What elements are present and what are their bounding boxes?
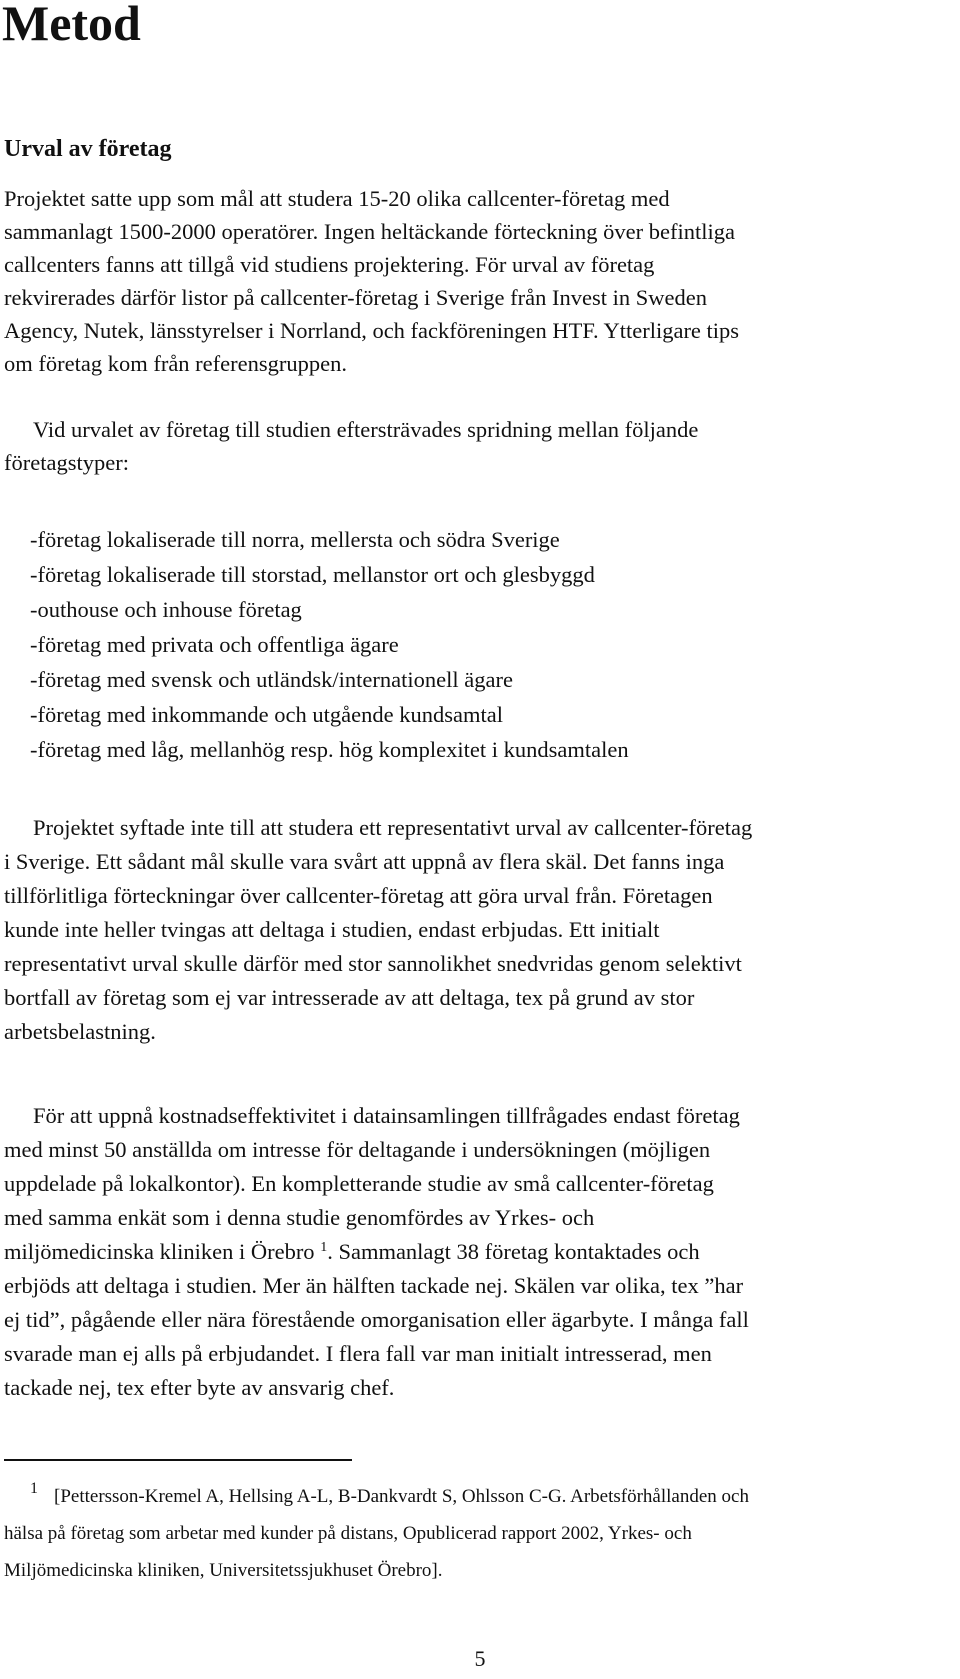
text-line: sammanlagt 1500-2000 operatörer. Ingen heltäckande förteckning över befintliga xyxy=(4,219,735,244)
text-line: tackade nej, tex efter byte av ansvarig chef. xyxy=(4,1375,395,1400)
text-line: med minst 50 anställda om intresse för deltagande i undersökningen (möjligen xyxy=(4,1137,711,1162)
list-item: -företag lokaliserade till storstad, mellanstor ort och glesbyggd xyxy=(30,562,595,587)
text-segment: miljömedicinska kliniken i Örebro xyxy=(4,1239,315,1264)
footnote-line: Miljömedicinska kliniken, Universitetssjukhuset Örebro]. xyxy=(4,1560,443,1581)
text-line: bortfall av företag som ej var intresserade av att deltaga, tex på grund av stor xyxy=(4,985,695,1010)
list-item: -företag med inkommande och utgående kundsamtal xyxy=(30,702,503,727)
footnote-divider xyxy=(4,1459,352,1461)
paragraph-selection-criteria xyxy=(4,413,698,479)
footnote-reference[interactable]: 1 xyxy=(320,1240,328,1255)
text-line: i Sverige. Ett sådant mål skulle vara svårt att uppnå av flera skäl. Det fanns inga xyxy=(4,849,725,874)
text-line: företagstyper: xyxy=(4,450,129,475)
list-item: -företag med låg, mellanhög resp. hög komplexitet i kundsamtalen xyxy=(30,737,629,762)
footnote-line: hälsa på företag som arbetar med kunder på distans, Opublicerad rapport 2002, Yrkes- och xyxy=(4,1523,692,1544)
text-line: erbjöds att deltaga i studien. Mer än hälften tackade nej. Skälen var olika, tex ”har xyxy=(4,1273,744,1298)
page-title: Metod xyxy=(2,0,141,51)
paragraph-project-goal xyxy=(4,182,739,380)
text-line: om företag kom från referensgruppen. xyxy=(4,351,347,376)
list-item: -företag med svensk och utländsk/internationell ägare xyxy=(30,667,513,692)
text-line: uppdelade på lokalkontor). En kompletterande studie av små callcenter-företag xyxy=(4,1171,714,1196)
text-line: Vid urvalet av företag till studien eftersträvades spridning mellan följande xyxy=(33,417,699,442)
text-line: Projektet satte upp som mål att studera 15-20 olika callcenter-företag med xyxy=(4,186,670,211)
footnote-text: [Pettersson-Kremel A, Hellsing A-L, B-Dankvardt S, Ohlsson C-G. Arbetsförhållanden och xyxy=(54,1486,749,1507)
section-heading: Urval av företag xyxy=(4,136,172,162)
text-line: tillförlitliga förteckningar över callcenter-företag att göra urval från. Företagen xyxy=(4,883,713,908)
list-item: -företag lokaliserade till norra, mellersta och södra Sverige xyxy=(30,527,560,552)
footnote-number: 1 xyxy=(30,1480,38,1497)
text-segment: . Sammanlagt 38 företag kontaktades och xyxy=(327,1239,700,1264)
text-line: callcenters fanns att tillgå vid studiens projektering. För urval av företag xyxy=(4,252,655,277)
page-number: 5 xyxy=(474,1646,486,1671)
text-line: arbetsbelastning. xyxy=(4,1019,156,1044)
text-line: Agency, Nutek, länsstyrelser i Norrland, och fackföreningen HTF. Ytterligare tips xyxy=(4,318,740,343)
company-types-list xyxy=(30,522,629,767)
text-line: svarade man ej alls på erbjudandet. I flera fall var man initialt intresserad, men xyxy=(4,1341,712,1366)
text-line: kunde inte heller tvingas att deltaga i studien, endast erbjudas. Ett initialt xyxy=(4,917,660,942)
list-item: -outhouse och inhouse företag xyxy=(30,597,302,622)
paragraph-cost-effectiveness xyxy=(4,1099,749,1405)
footnote xyxy=(4,1478,749,1589)
footnote-line xyxy=(4,1478,749,1515)
list-item: -företag med privata och offentliga ägare xyxy=(30,632,399,657)
text-line: ej tid”, pågående eller nära förestående omorganisation eller ägarbyte. I många fall xyxy=(4,1307,749,1332)
text-line: med samma enkät som i denna studie genomfördes av Yrkes- och xyxy=(4,1205,595,1230)
text-line xyxy=(4,1235,749,1269)
text-line: För att uppnå kostnadseffektivitet i datainsamlingen tillfrågades endast företag xyxy=(33,1103,740,1128)
text-line: Projektet syftade inte till att studera ett representativt urval av callcenter-företag xyxy=(33,815,753,840)
text-line: rekvirerades därför listor på callcenter-företag i Sverige från Invest in Sweden xyxy=(4,285,707,310)
text-line: representativt urval skulle därför med stor sannolikhet snedvridas genom selektivt xyxy=(4,951,742,976)
paragraph-representativeness xyxy=(4,811,752,1049)
